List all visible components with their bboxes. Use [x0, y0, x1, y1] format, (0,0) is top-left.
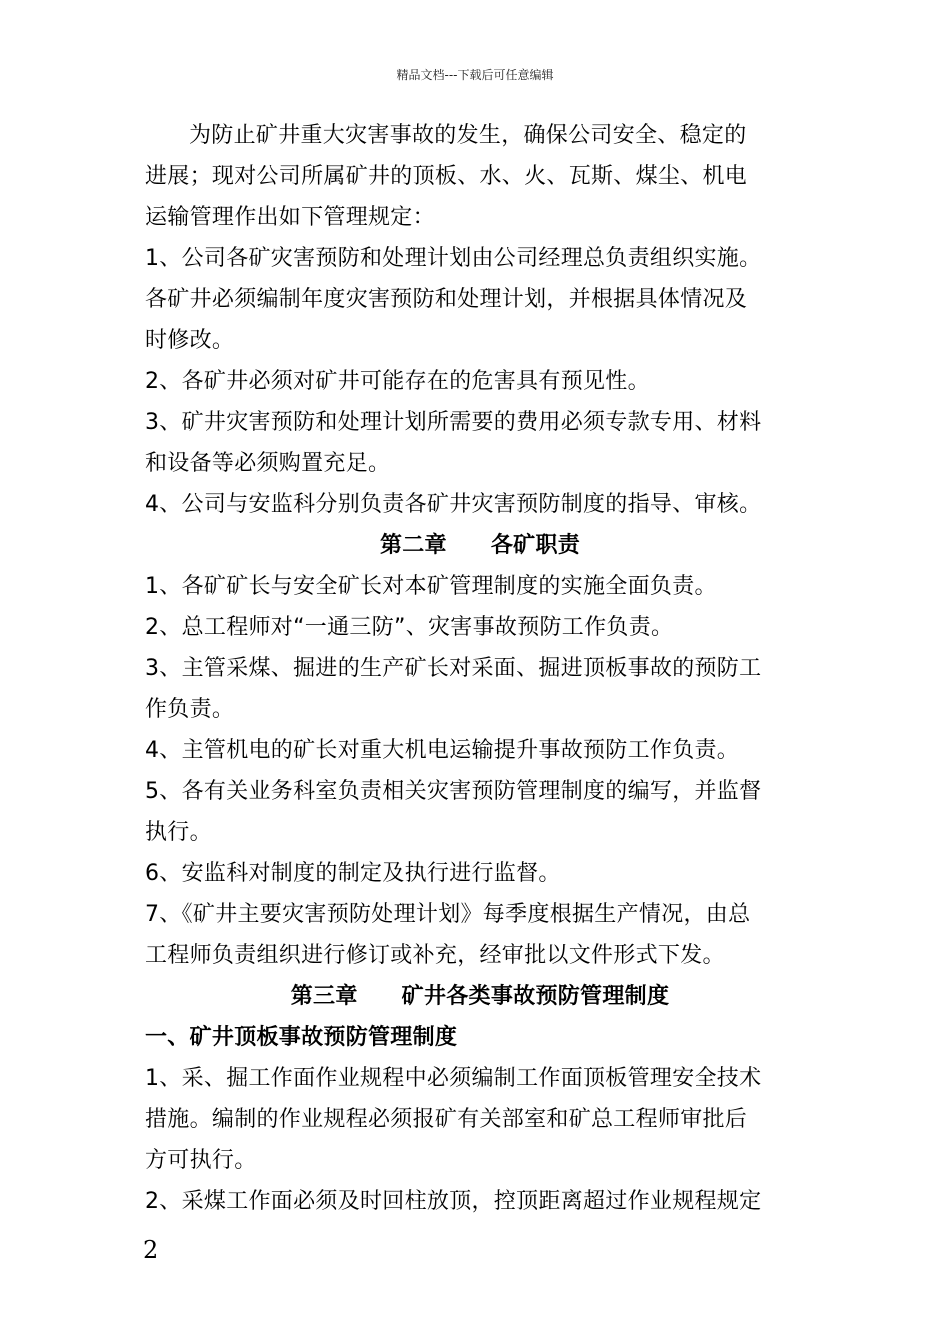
- paragraph-line: 2、各矿井必须对矿井可能存在的危害具有预见性。: [145, 369, 650, 394]
- paragraph-line: 2、总工程师对“一通三防”、灾害事故预防工作负责。: [145, 615, 674, 640]
- paragraph-line: 7、《矿井主要灾害预防处理计划》每季度根据生产情况，由总: [145, 902, 751, 927]
- paragraph-line: 4、公司与安监科分别负责各矿井灾害预防制度的指导、审核。: [145, 492, 762, 517]
- section-heading: 一、矿井顶板事故预防管理制度: [145, 1025, 458, 1050]
- chapter-title: 各矿职责: [490, 533, 581, 558]
- paragraph-line: 和设备等必须购置充足。: [145, 451, 391, 476]
- chapter-title: 矿井各类事故预防管理制度: [401, 984, 670, 1009]
- paragraph-line: 方可执行。: [145, 1148, 257, 1173]
- paragraph-line: 1、各矿矿长与安全矿长对本矿管理制度的实施全面负责。: [145, 574, 717, 599]
- chapter-heading: [145, 976, 815, 1017]
- document-body: [145, 115, 815, 1222]
- paragraph-line: 作负责。: [145, 697, 235, 722]
- paragraph-line: 时修改。: [145, 328, 235, 353]
- paragraph-line: 4、主管机电的矿长对重大机电运输提升事故预防工作负责。: [145, 738, 740, 763]
- paragraph-line: 1、采、掘工作面作业规程中必须编制工作面顶板管理安全技术: [145, 1066, 762, 1091]
- page-number: 2: [143, 1236, 159, 1264]
- paragraph-line: 5、各有关业务科室负责相关灾害预防管理制度的编写，并监督: [145, 779, 762, 804]
- paragraph-line: 2、采煤工作面必须及时回柱放顶，控顶距离超过作业规程规定: [145, 1189, 762, 1214]
- paragraph-line: 执行。: [145, 820, 212, 845]
- chapter-heading: [145, 525, 815, 566]
- paragraph-line: 工程师负责组织进行修订或补充，经审批以文件形式下发。: [145, 943, 725, 968]
- paragraph-line: 6、安监科对制度的制定及执行进行监督。: [145, 861, 561, 886]
- paragraph-line: 措施。编制的作业规程必须报矿有关部室和矿总工程师审批后: [145, 1107, 748, 1132]
- intro-line: 运输管理作出如下管理规定：: [145, 205, 435, 230]
- chapter-number: 第三章: [290, 984, 358, 1009]
- paragraph-line: 各矿井必须编制年度灾害预防和处理计划，并根据具体情况及: [145, 287, 748, 312]
- paragraph-line: 1、公司各矿灾害预防和处理计划由公司经理总负责组织实施。: [145, 246, 762, 271]
- paragraph-line: 3、矿井灾害预防和处理计划所需要的费用必须专款专用、材料: [145, 410, 762, 435]
- intro-line: 进展；现对公司所属矿井的顶板、水、火、瓦斯、煤尘、机电: [145, 164, 748, 189]
- intro-line: 为防止矿井重大灾害事故的发生，确保公司安全、稳定的: [189, 123, 747, 148]
- paragraph-line: 3、主管采煤、掘进的生产矿长对采面、掘进顶板事故的预防工: [145, 656, 762, 681]
- page-header: 精品文档---下载后可任意编辑: [396, 68, 554, 82]
- chapter-number: 第二章: [379, 533, 447, 558]
